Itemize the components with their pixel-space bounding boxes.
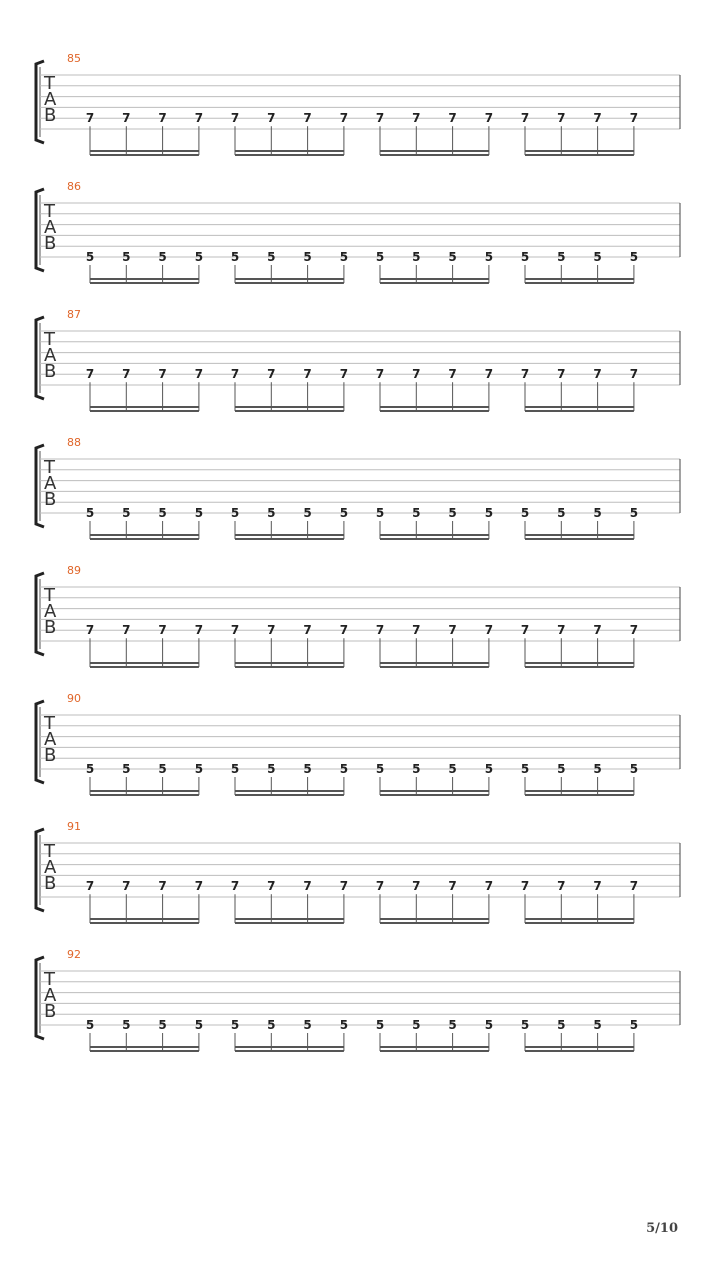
fret-number: 7: [629, 111, 639, 126]
tab-clef-letter: B: [44, 361, 57, 382]
tab-clef-letter: A: [44, 857, 57, 878]
measure-number: 92: [67, 948, 81, 961]
fret-number: 7: [158, 879, 167, 894]
tab-clef-letter: A: [44, 89, 57, 110]
measure-number: 86: [67, 180, 81, 193]
fret-number: 7: [557, 111, 566, 126]
fret-number: 7: [375, 879, 385, 894]
fret-number: 7: [557, 367, 566, 382]
fret-number: 5: [629, 1018, 639, 1032]
fret-number: 7: [484, 879, 494, 894]
fret-number: 5: [484, 1018, 494, 1032]
tab-clef-letter: A: [44, 345, 57, 366]
fret-number: 5: [303, 506, 312, 520]
fret-number: 5: [593, 1018, 602, 1032]
measure-number: 89: [67, 564, 81, 577]
fret-number: 5: [375, 762, 385, 776]
page-number: 5/10: [646, 1221, 678, 1236]
fret-number: 5: [593, 762, 602, 776]
fret-number: 5: [158, 1018, 167, 1032]
fret-number: 5: [303, 1018, 312, 1032]
fret-number: 5: [122, 762, 131, 776]
fret-number: 7: [339, 879, 349, 894]
fret-number: 5: [85, 762, 95, 776]
fret-number: 5: [375, 506, 385, 520]
fret-number: 7: [375, 111, 385, 126]
fret-number: 7: [122, 367, 131, 382]
fret-number: 7: [593, 879, 602, 894]
fret-number: 7: [122, 111, 131, 126]
fret-number: 7: [85, 623, 95, 638]
fret-number: 7: [267, 623, 276, 638]
fret-number: 5: [520, 1018, 530, 1032]
measure-number: 88: [67, 436, 81, 449]
fret-number: 7: [158, 623, 167, 638]
fret-number: 7: [520, 111, 530, 126]
fret-number: 7: [484, 623, 494, 638]
fret-number: 5: [448, 250, 457, 264]
fret-number: 7: [484, 367, 494, 382]
fret-number: 5: [629, 506, 639, 520]
fret-number: 5: [520, 250, 530, 264]
tab-clef-letter: A: [44, 473, 57, 494]
fret-number: 7: [122, 623, 131, 638]
fret-number: 5: [267, 762, 276, 776]
fret-number: 5: [520, 762, 530, 776]
fret-number: 7: [122, 879, 131, 894]
fret-number: 5: [412, 506, 421, 520]
tab-clef-letter: B: [44, 1001, 57, 1022]
fret-number: 5: [593, 250, 602, 264]
fret-number: 5: [267, 250, 276, 264]
tab-clef-letter: T: [44, 841, 55, 862]
tab-clef-letter: T: [44, 713, 55, 734]
measure-number: 85: [67, 52, 81, 65]
fret-number: 5: [122, 1018, 131, 1032]
fret-number: 5: [158, 762, 167, 776]
fret-number: 5: [339, 1018, 349, 1032]
fret-number: 7: [375, 623, 385, 638]
tab-clef-letter: B: [44, 873, 57, 894]
fret-number: 5: [412, 762, 421, 776]
fret-number: 5: [303, 762, 312, 776]
tab-clef-letter: T: [44, 969, 55, 990]
tab-clef-letter: T: [44, 457, 55, 478]
fret-number: 7: [412, 367, 421, 382]
fret-number: 5: [557, 762, 566, 776]
fret-number: 5: [448, 762, 457, 776]
fret-number: 7: [230, 367, 240, 382]
fret-number: 5: [557, 506, 566, 520]
fret-number: 7: [520, 367, 530, 382]
tab-clef-letter: B: [44, 745, 57, 766]
fret-number: 7: [230, 111, 240, 126]
tab-clef-letter: A: [44, 601, 57, 622]
fret-number: 7: [593, 111, 602, 126]
fret-number: 7: [448, 111, 457, 126]
fret-number: 7: [629, 879, 639, 894]
fret-number: 5: [230, 250, 240, 264]
tab-clef-letter: T: [44, 73, 55, 94]
fret-number: 5: [339, 762, 349, 776]
fret-number: 5: [122, 506, 131, 520]
fret-number: 5: [194, 506, 204, 520]
fret-number: 5: [122, 250, 131, 264]
tab-clef-letter: A: [44, 217, 57, 238]
fret-number: 5: [412, 1018, 421, 1032]
fret-number: 5: [194, 250, 204, 264]
fret-number: 7: [85, 111, 95, 126]
fret-number: 5: [85, 1018, 95, 1032]
fret-number: 5: [412, 250, 421, 264]
fret-number: 7: [194, 111, 204, 126]
fret-number: 5: [267, 1018, 276, 1032]
fret-number: 5: [230, 1018, 240, 1032]
fret-number: 7: [448, 367, 457, 382]
tab-clef-letter: T: [44, 585, 55, 606]
fret-number: 5: [629, 762, 639, 776]
fret-number: 5: [629, 250, 639, 264]
fret-number: 5: [158, 506, 167, 520]
fret-number: 7: [267, 367, 276, 382]
fret-number: 5: [85, 250, 95, 264]
fret-number: 7: [267, 111, 276, 126]
fret-number: 5: [557, 250, 566, 264]
tab-clef-letter: B: [44, 617, 57, 638]
fret-number: 5: [484, 250, 494, 264]
fret-number: 7: [303, 879, 312, 894]
fret-number: 7: [194, 879, 204, 894]
fret-number: 7: [303, 111, 312, 126]
fret-number: 7: [194, 623, 204, 638]
fret-number: 5: [267, 506, 276, 520]
fret-number: 7: [629, 623, 639, 638]
fret-number: 7: [339, 111, 349, 126]
fret-number: 5: [375, 250, 385, 264]
fret-number: 7: [85, 367, 95, 382]
fret-number: 7: [158, 367, 167, 382]
fret-number: 5: [375, 1018, 385, 1032]
fret-number: 5: [448, 506, 457, 520]
fret-number: 7: [557, 879, 566, 894]
fret-number: 7: [520, 623, 530, 638]
fret-number: 5: [339, 506, 349, 520]
measure-number: 91: [67, 820, 81, 833]
fret-number: 7: [339, 367, 349, 382]
fret-number: 7: [230, 623, 240, 638]
fret-number: 7: [412, 111, 421, 126]
fret-number: 7: [158, 111, 167, 126]
fret-number: 7: [448, 879, 457, 894]
fret-number: 7: [484, 111, 494, 126]
fret-number: 7: [230, 879, 240, 894]
fret-number: 7: [448, 623, 457, 638]
fret-number: 7: [593, 367, 602, 382]
fret-number: 7: [303, 623, 312, 638]
fret-number: 5: [158, 250, 167, 264]
fret-number: 7: [520, 879, 530, 894]
fret-number: 5: [85, 506, 95, 520]
fret-number: 7: [557, 623, 566, 638]
fret-number: 7: [629, 367, 639, 382]
fret-number: 7: [593, 623, 602, 638]
fret-number: 5: [484, 506, 494, 520]
tab-clef-letter: T: [44, 201, 55, 222]
tab-clef-letter: B: [44, 105, 57, 126]
fret-number: 5: [448, 1018, 457, 1032]
fret-number: 5: [520, 506, 530, 520]
fret-number: 5: [230, 506, 240, 520]
tab-clef-letter: B: [44, 233, 57, 254]
tab-clef-letter: A: [44, 729, 57, 750]
fret-number: 5: [303, 250, 312, 264]
fret-number: 5: [593, 506, 602, 520]
fret-number: 5: [484, 762, 494, 776]
fret-number: 5: [557, 1018, 566, 1032]
fret-number: 7: [85, 879, 95, 894]
tab-clef-letter: T: [44, 329, 55, 350]
fret-number: 5: [339, 250, 349, 264]
fret-number: 7: [412, 623, 421, 638]
measure-number: 90: [67, 692, 81, 705]
fret-number: 5: [194, 762, 204, 776]
fret-number: 7: [267, 879, 276, 894]
tab-clef-letter: A: [44, 985, 57, 1006]
fret-number: 7: [339, 623, 349, 638]
fret-number: 7: [412, 879, 421, 894]
measure-number: 87: [67, 308, 81, 321]
fret-number: 7: [375, 367, 385, 382]
fret-number: 7: [194, 367, 204, 382]
fret-number: 5: [230, 762, 240, 776]
fret-number: 5: [194, 1018, 204, 1032]
tab-clef-letter: B: [44, 489, 57, 510]
fret-number: 7: [303, 367, 312, 382]
